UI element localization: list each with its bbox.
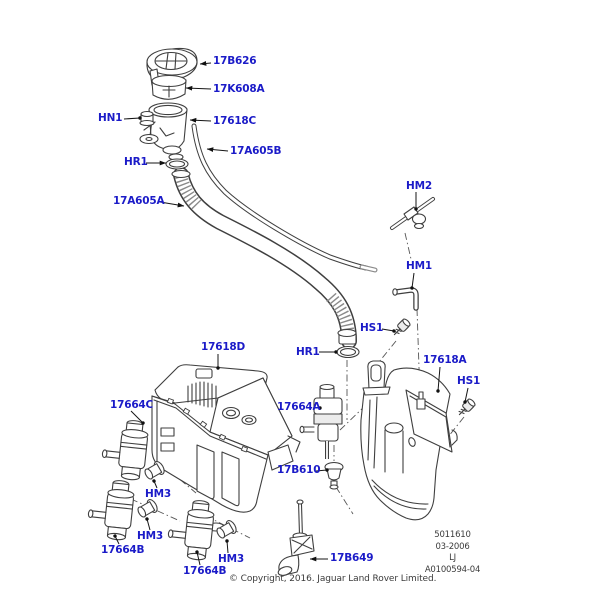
part-label-17618d[interactable]: 17618D (201, 341, 246, 353)
drawing-stamp (405, 530, 500, 576)
cable-tie-hm2-drawing (392, 199, 433, 229)
grommet-hm3-2-drawing (136, 498, 159, 520)
part-label-17b610[interactable]: 17B610 (277, 464, 321, 476)
part-label-hm3-1[interactable]: HM3 (145, 488, 171, 500)
part-label-17618c[interactable]: 17618C (213, 115, 257, 127)
part-label-17a605b[interactable]: 17A605B (230, 145, 282, 157)
grommet-17b610-drawing (325, 463, 343, 490)
part-label-hs1-left[interactable]: HS1 (360, 322, 384, 334)
copyright-notice: © Copyright, 2016. Jaguar Land Rover Limited. (229, 574, 437, 584)
part-label-17664a[interactable]: 17664A (277, 401, 321, 413)
stamp-part-number: 5011610 (434, 530, 471, 540)
screw-hs1-left-drawing (391, 318, 411, 338)
part-label-17b626[interactable]: 17B626 (213, 55, 257, 67)
part-label-hr1-lower[interactable]: HR1 (296, 346, 320, 358)
valve-17b649-drawing (277, 500, 314, 577)
screw-hs1-right-drawing (456, 398, 476, 418)
elbow-tube-hm1-drawing (393, 289, 416, 308)
stamp-platform: LJ (449, 553, 456, 563)
part-label-17k608a[interactable]: 17K608A (213, 83, 265, 95)
pump-17664b-2-drawing (166, 498, 215, 561)
part-label-hm3-3[interactable]: HM3 (218, 553, 244, 565)
stamp-date: 03-2006 (435, 541, 470, 552)
part-label-17b649[interactable]: 17B649 (330, 552, 374, 564)
part-label-hm1[interactable]: HM1 (406, 260, 432, 272)
oring-upper-drawing (166, 159, 188, 169)
reservoir-secondary-drawing (361, 361, 457, 520)
stamp-drawing-ref: A0100594-04 (424, 564, 481, 575)
part-label-17618a[interactable]: 17618A (423, 354, 467, 366)
part-label-17664b-1[interactable]: 17664B (101, 544, 145, 556)
part-label-hs1-right[interactable]: HS1 (457, 375, 481, 387)
reservoir-main-drawing (152, 365, 300, 531)
pump-17664b-1-drawing (86, 478, 135, 541)
pump-17664a-drawing (300, 385, 342, 460)
part-label-hm3-2[interactable]: HM3 (137, 530, 163, 542)
part-label-17a605a[interactable]: 17A605A (113, 195, 165, 207)
filter-drawing (152, 76, 186, 100)
part-label-17664b-2[interactable]: 17664B (183, 565, 227, 577)
part-label-hm2[interactable]: HM2 (406, 180, 432, 192)
part-label-hr1-upper[interactable]: HR1 (124, 156, 148, 168)
part-label-17664c[interactable]: 17664C (110, 399, 154, 411)
pump-17664c-drawing (100, 418, 149, 481)
grommet-hm3-3-drawing (215, 519, 238, 541)
nut-hn1-drawing (140, 112, 154, 126)
filler-neck-drawing (140, 103, 187, 160)
oring-lower-drawing (337, 347, 359, 358)
part-label-hn1[interactable]: HN1 (98, 112, 123, 124)
